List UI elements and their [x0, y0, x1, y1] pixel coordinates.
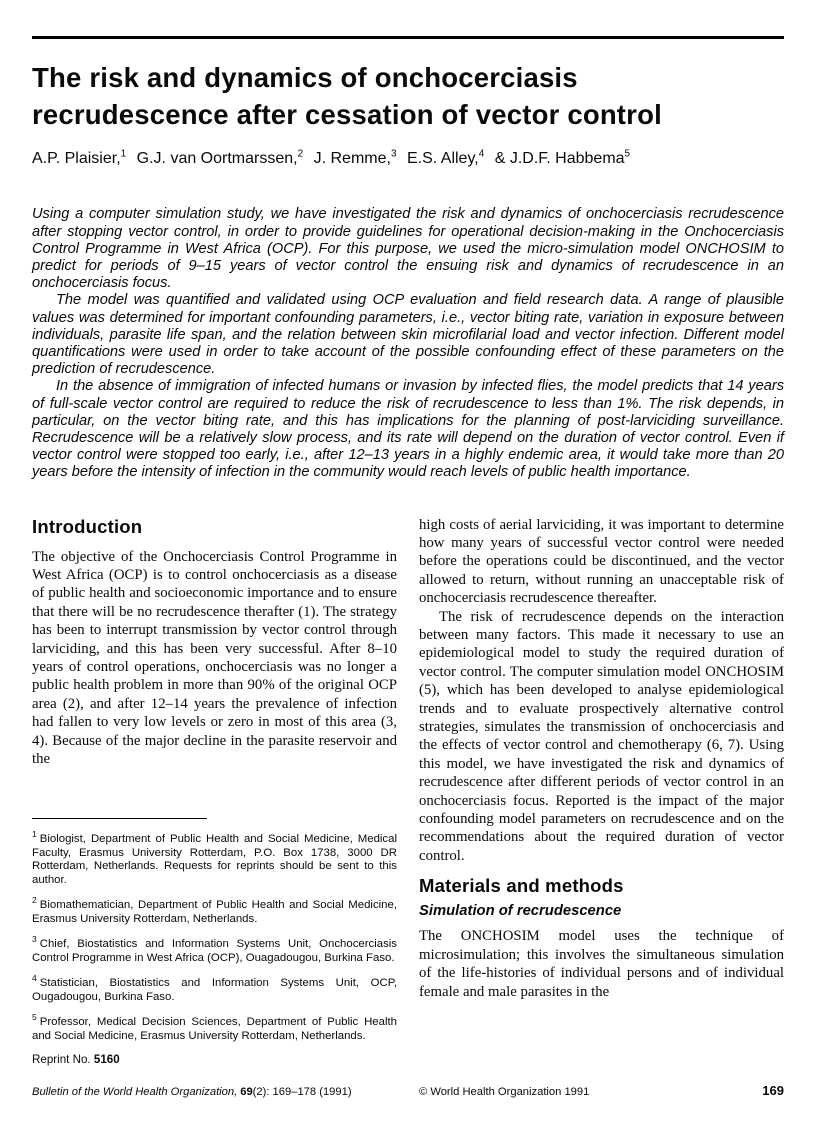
author-affiliation-marker: 4	[478, 149, 485, 160]
footnote-text: Chief, Biostatistics and Information Systems Unit, Onchocerciasis Control Programme in West Africa (OCP), Ouagadougou, Burkina Faso.	[32, 938, 397, 964]
page-title	[32, 59, 784, 133]
author	[495, 150, 630, 167]
reprint-number: 5160	[93, 1053, 120, 1067]
footnote-text: Statistician, Biostatistics and Information Systems Unit, OCP, Ougadougou, Burkina Faso.	[32, 977, 397, 1003]
abstract-paragraph-3: In the absence of immigration of infected humans or invasion by infected flies, the model predicts that 14 years of full-scale vector control are required to reduce the risk of recrudescence to less than 1%. The risk depends, in particular, on the vector biting rate, and this has implications for the planning of post-larviciding surveillance. Recrudescence will be a relatively slow process, and its rate will depend on the duration of vector control. Even if vector control were stopped too early, i.e., after 12–13 years in a highly endemic area, it would take more than 20 years before the intensity of infection in the community would reach levels of public health importance.	[32, 378, 784, 481]
footnote-marker: 3	[32, 934, 37, 945]
abstract	[32, 206, 784, 481]
journal-citation	[32, 1086, 419, 1098]
journal-volume: 69	[240, 1086, 253, 1098]
author	[137, 150, 304, 167]
author-affiliation-marker: 3	[390, 149, 397, 160]
page-title-line-1: The risk and dynamics of onchocerciasis	[32, 62, 578, 93]
right-column	[419, 516, 784, 1067]
author-name: E.S. Alley,	[406, 150, 479, 168]
author-name: & J.D.F. Habbema	[494, 150, 625, 168]
journal-name: Bulletin of the World Health Organization,	[32, 1086, 238, 1098]
copyright-notice: © World Health Organization 1991	[419, 1086, 590, 1098]
top-rule	[32, 36, 784, 39]
abstract-paragraph-2: The model was quantified and validated using OCP evaluation and field research data. A range of plausible values was determined for important confounding parameters, i.e., vector biting rate, variation in exposure between individuals, parasite life span, and the relation between skin microfilarial load and vector infection. Different model quantifications were used in order to take account of the possible confounding effect of these parameters on the prediction of recrudescence.	[32, 292, 784, 378]
methods-paragraph: The ONCHOSIM model uses the technique of microsimulation; this involves the simultaneous simulation of the life-histories of individual persons and of individual female and male parasites in the	[419, 928, 784, 1000]
author	[32, 150, 126, 167]
two-column-body	[32, 516, 784, 1067]
footnote-marker: 2	[32, 895, 37, 906]
footnote-text: Biomathematician, Department of Public Health and Social Medicine, Erasmus University Rotterdam, Netherlands.	[32, 899, 397, 925]
body-paragraph: The risk of recrudescence depends on the interaction between many factors. This made it necessary to use an epidemiological model to study the required duration of vector control. The computer simulation model ONCHOSIM (5), which has been developed to analyse epidemiological trends and to evaluate prospectively alternative control strategies, simulates the transmission of onchocerciasis and the effects of vector control and chemotherapy (6, 7). Using this model, we have investigated the risk and dynamics of recrudescence after different periods of vector control in an onchocerciasis focus. Reported is the impact of the major confounding model parameters on recrudescence and on the recommendations about the required duration of vector control.	[419, 608, 784, 864]
reprint-note	[32, 1053, 397, 1067]
authors-line	[32, 149, 784, 168]
footnote-rule	[32, 818, 207, 819]
footnote-marker: 1	[32, 829, 37, 840]
reprint-label: Reprint No.	[32, 1053, 91, 1067]
footnote-5	[32, 1011, 397, 1043]
footnote-4	[32, 972, 397, 1004]
page-footer	[32, 1083, 784, 1098]
author	[407, 150, 484, 167]
section-heading-introduction: Introduction	[32, 515, 143, 537]
author-affiliation-marker: 2	[297, 149, 304, 160]
author-affiliation-marker: 5	[624, 149, 631, 160]
subsection-heading-simulation-of-recrudescence: Simulation of recrudescence	[419, 903, 622, 920]
author-affiliation-marker: 1	[120, 149, 127, 160]
footnote-1	[32, 828, 397, 887]
journal-issue-pages: (2): 169–178 (1991)	[252, 1086, 352, 1098]
footnote-3	[32, 933, 397, 965]
footnote-text: Professor, Medical Decision Sciences, Department of Public Health and Social Medicine, Erasmus University Rotterdam, Netherlands.	[32, 1016, 397, 1042]
footnote-block	[32, 808, 397, 1067]
author-name: G.J. van Oortmarssen,	[136, 150, 298, 168]
footnote-2	[32, 894, 397, 926]
left-column	[32, 516, 397, 1067]
page-number: 169	[762, 1083, 784, 1098]
page-title-line-2: recrudescence after cessation of vector control	[32, 99, 662, 130]
footnote-marker: 5	[32, 1012, 37, 1023]
author-name: A.P. Plaisier,	[32, 150, 121, 168]
abstract-paragraph-1: Using a computer simulation study, we have investigated the risk and dynamics of onchocerciasis recrudescence after stopping vector control, in order to provide guidelines for operational decision-making in the Onchocerciasis Control Programme in West Africa (OCP). For this purpose, we used the micro-simulation model ONCHOSIM to predict for periods of 9–15 years of vector control the ensuing risk and dynamics of recrudescence in an onchocerciasis focus.	[32, 206, 784, 292]
author-name: J. Remme,	[313, 150, 391, 168]
author	[314, 150, 397, 167]
body-paragraph-continuation: high costs of aerial larviciding, it was important to determine how many years of successful vector control were needed before the operations could be discontinued, and the vector allowed to return, without running an unacceptable risk of onchocerciasis recrudescence thereafter.	[419, 516, 784, 607]
introduction-paragraph: The objective of the Onchocerciasis Control Programme in West Africa (OCP) is to control onchocerciasis as a disease of public health and socioeconomic importance and to ensure that there will be no recrudescence therafter (1). The strategy has been to interrupt transmission by vector control through larviciding, and this has been very successful. After 8–10 years of control operations, onchocerciasis was no longer a public health problem in more than 90% of the original OCP area (2), and after 12–14 years the prevalence of infection had fallen to very low levels or zero in most of this area (3, 4). Because of the major decline in the parasite reservoir and the	[32, 548, 397, 768]
footnote-text: Biologist, Department of Public Health and Social Medicine, Medical Faculty, Erasmus University Rotterdam, P.O. Box 1738, 3000 DR Rotterdam, Netherlands. Requests for reprints should be sent to this author.	[32, 833, 397, 886]
section-heading-materials-and-methods: Materials and methods	[419, 875, 624, 897]
footnote-marker: 4	[32, 973, 37, 984]
